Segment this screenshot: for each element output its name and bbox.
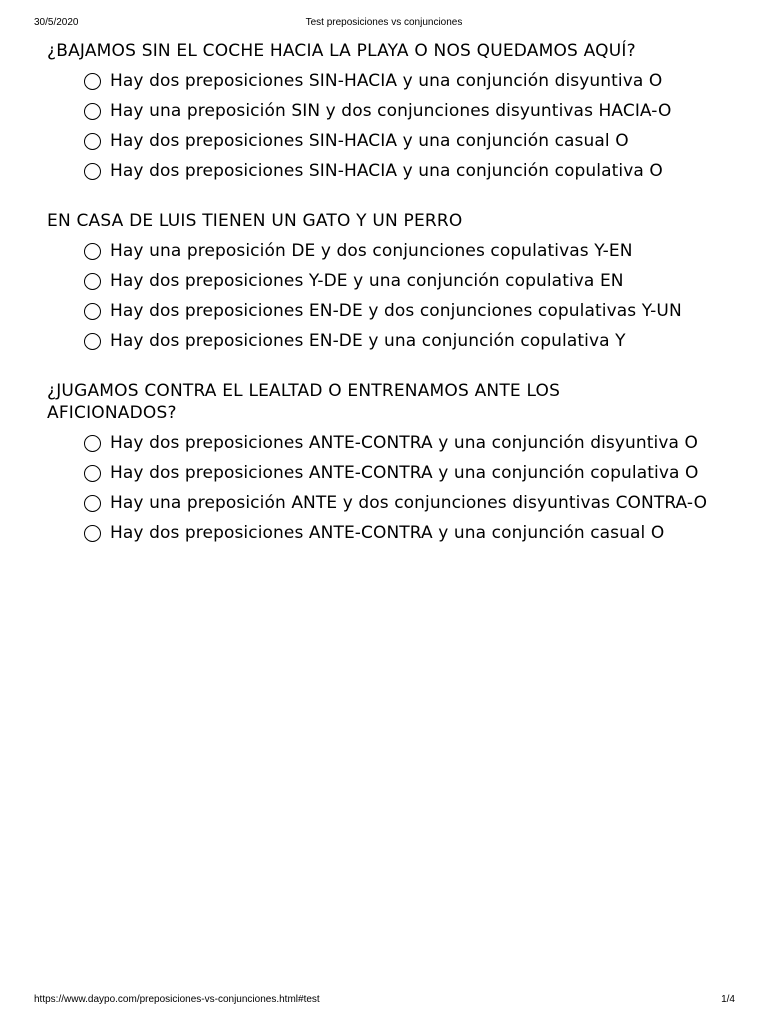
radio-button[interactable]	[84, 163, 101, 180]
radio-button[interactable]	[84, 525, 101, 542]
answer-label: Hay dos preposiciones SIN-HACIA y una conjunción disyuntiva O	[110, 71, 663, 91]
answer-option[interactable]	[84, 330, 737, 352]
document-title: Test preposiciones vs conjunciones	[305, 17, 463, 28]
answer-option[interactable]	[84, 160, 737, 182]
answer-label: Hay dos preposiciones SIN-HACIA y una conjunción casual O	[110, 131, 629, 151]
radio-button[interactable]	[84, 243, 101, 260]
question-2	[47, 210, 737, 352]
answer-option[interactable]	[84, 462, 737, 484]
answer-label: Hay dos preposiciones ANTE-CONTRA y una conjunción copulativa O	[110, 463, 699, 483]
answer-label: Hay una preposición ANTE y dos conjunciones disyuntivas CONTRA-O	[110, 493, 708, 513]
answer-option[interactable]	[84, 270, 737, 292]
answer-label: Hay una preposición SIN y dos conjunciones disyuntivas HACIA-O	[110, 101, 672, 121]
page-url: https://www.daypo.com/preposiciones-vs-conjunciones.html#test	[34, 994, 320, 1005]
print-footer	[0, 994, 768, 1008]
answer-option[interactable]	[84, 432, 737, 454]
answer-options	[47, 432, 737, 544]
radio-button[interactable]	[84, 273, 101, 290]
answer-option[interactable]	[84, 130, 737, 152]
radio-button[interactable]	[84, 103, 101, 120]
answer-label: Hay dos preposiciones EN-DE y una conjunción copulativa Y	[110, 331, 626, 351]
answer-label: Hay dos preposiciones ANTE-CONTRA y una conjunción disyuntiva O	[110, 433, 699, 453]
answer-option[interactable]	[84, 522, 737, 544]
answer-label: Hay dos preposiciones ANTE-CONTRA y una conjunción casual O	[110, 523, 665, 543]
question-1	[47, 40, 737, 182]
answer-option[interactable]	[84, 100, 737, 122]
answer-option[interactable]	[84, 70, 737, 92]
answer-option[interactable]	[84, 300, 737, 322]
question-3	[47, 380, 737, 544]
question-title: ¿BAJAMOS SIN EL COCHE HACIA LA PLAYA O NOS QUEDAMOS AQUÍ?	[47, 41, 636, 61]
answer-label: Hay dos preposiciones SIN-HACIA y una conjunción copulativa O	[110, 161, 663, 181]
print-date: 30/5/2020	[34, 17, 79, 28]
radio-button[interactable]	[84, 133, 101, 150]
answer-options	[47, 70, 737, 182]
answer-option[interactable]	[84, 492, 737, 514]
question-title: EN CASA DE LUIS TIENEN UN GATO Y UN PERRO	[47, 211, 463, 231]
radio-button[interactable]	[84, 465, 101, 482]
question-title: ¿JUGAMOS CONTRA EL LEALTAD O ENTRENAMOS ANTE LOS AFICIONADOS?	[47, 381, 561, 423]
radio-button[interactable]	[84, 73, 101, 90]
radio-button[interactable]	[84, 495, 101, 512]
radio-button[interactable]	[84, 435, 101, 452]
radio-button[interactable]	[84, 333, 101, 350]
answer-label: Hay dos preposiciones Y-DE y una conjunción copulativa EN	[110, 271, 624, 291]
answer-label: Hay una preposición DE y dos conjunciones copulativas Y-EN	[110, 241, 633, 261]
test-content	[47, 40, 737, 552]
page-number: 1/4	[721, 994, 735, 1005]
print-header	[0, 17, 768, 31]
answer-options	[47, 240, 737, 352]
answer-label: Hay dos preposiciones EN-DE y dos conjunciones copulativas Y-UN	[110, 301, 682, 321]
answer-option[interactable]	[84, 240, 737, 262]
radio-button[interactable]	[84, 303, 101, 320]
